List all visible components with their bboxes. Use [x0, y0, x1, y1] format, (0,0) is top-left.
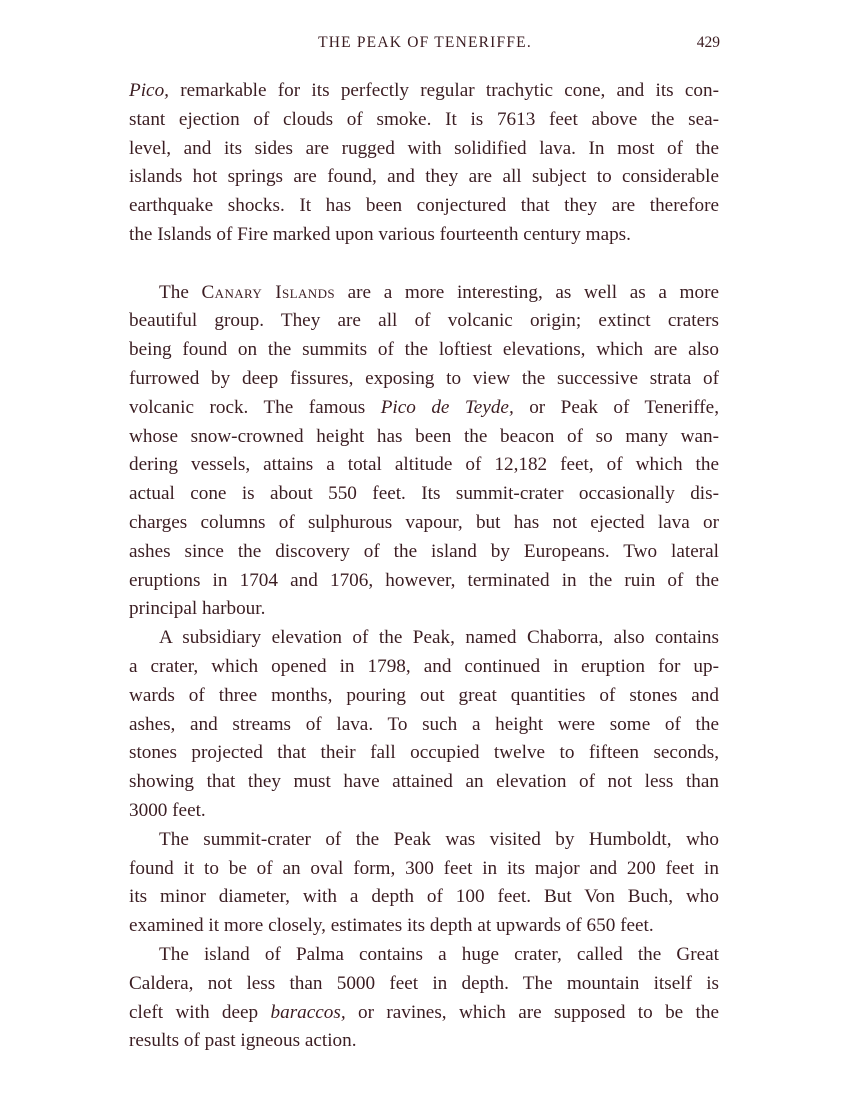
- body-text: [129, 77, 719, 1056]
- text-line: eruptions in 1704 and 1706, however, terminated in the ruin of the: [129, 569, 719, 591]
- text-line: charges columns of sulphurous vapour, but has not ejected lava or: [129, 511, 719, 533]
- text-line: 3000 feet.: [129, 799, 206, 821]
- text-line: dering vessels, attains a total altitude of 12,182 feet, of which the: [129, 454, 719, 476]
- italic-term: Pico de Teyde,: [380, 396, 514, 418]
- text-line: Caldera, not less than 5000 feet in depth. The mountain itself is: [129, 972, 719, 994]
- running-head: [130, 34, 720, 58]
- text-line: level, and its sides are rugged with solidified lava. In most of the: [129, 137, 719, 159]
- text-line: the Islands of Fire marked upon various fourteenth century maps.: [129, 223, 631, 245]
- text-line: actual cone is about 550 feet. Its summit-crater occasionally dis-: [129, 483, 719, 505]
- text-line: results of past igneous action.: [129, 1030, 357, 1052]
- text-line: ashes, and streams of lava. To such a height were some of the: [129, 713, 719, 735]
- text-line: showing that they must have attained an elevation of not less than: [129, 771, 719, 793]
- text-line: beautiful group. They are all of volcanic origin; extinct craters: [129, 310, 719, 332]
- text-line: furrowed by deep fissures, exposing to view the successive strata of: [129, 367, 719, 389]
- text-line: islands hot springs are found, and they are all subject to considerable: [129, 166, 719, 188]
- text-line: The island of Palma contains a huge crater, called the Great: [159, 943, 719, 965]
- text-line: whose snow-crowned height has been the beacon of so many wan-: [129, 425, 719, 447]
- text-line: The summit-crater of the Peak was visited by Humboldt, who: [159, 828, 719, 850]
- text-line: Pico, remarkable for its perfectly regular trachytic cone, and its con-: [129, 80, 719, 101]
- text-line: being found on the summits of the loftiest elevations, which are also: [129, 339, 719, 361]
- italic-term: baraccos,: [270, 1001, 346, 1023]
- small-caps-term: Canary Islands: [201, 281, 335, 303]
- text-line: principal harbour.: [129, 598, 266, 620]
- text-line: The Canary Islands are a more interesting, as well as a more: [159, 281, 719, 303]
- text-line: ashes since the discovery of the island by Europeans. Two lateral: [129, 540, 719, 562]
- running-title: THE PEAK OF TENERIFFE.: [318, 34, 532, 51]
- text-line: examined it more closely, estimates its depth at upwards of 650 feet.: [129, 915, 654, 937]
- text-line: stant ejection of clouds of smoke. It is 7613 feet above the sea-: [129, 108, 719, 130]
- text-line: stones projected that their fall occupied twelve to fifteen seconds,: [129, 742, 719, 764]
- text-line: cleft with deep baraccos, or ravines, which are supposed to be the: [129, 1001, 719, 1023]
- text-line: its minor diameter, with a depth of 100 feet. But Von Buch, who: [129, 886, 719, 908]
- text-line: volcanic rock. The famous Pico de Teyde, or Peak of Teneriffe,: [129, 396, 719, 418]
- text-line: found it to be of an oval form, 300 feet in its major and 200 feet in: [129, 857, 719, 879]
- italic-term: Pico,: [129, 80, 169, 101]
- paragraph-gap: [129, 250, 719, 279]
- text-line: earthquake shocks. It has been conjectured that they are therefore: [129, 195, 719, 217]
- page-number: 429: [696, 34, 720, 51]
- text-line: A subsidiary elevation of the Peak, named Chaborra, also contains: [159, 627, 719, 649]
- text-line: wards of three months, pouring out great quantities of stones and: [129, 684, 719, 706]
- text-line: a crater, which opened in 1798, and continued in eruption for up-: [129, 655, 719, 677]
